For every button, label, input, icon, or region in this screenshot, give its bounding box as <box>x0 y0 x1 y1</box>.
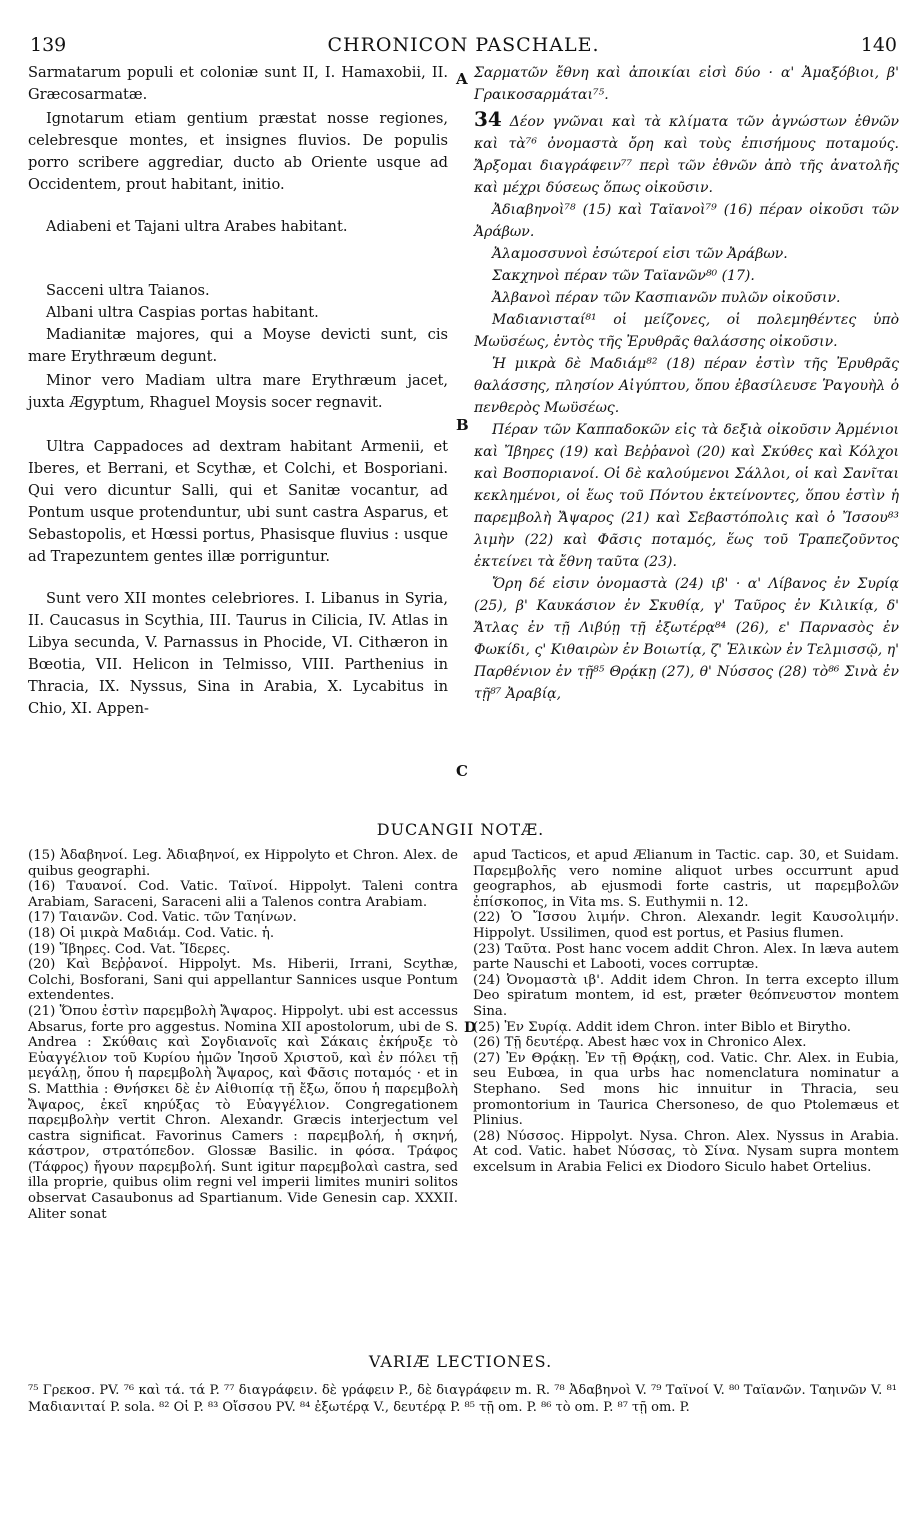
page-number-right: 140 <box>860 34 897 56</box>
main-text <box>28 62 900 790</box>
note-item: (26) Τῇ δευτέρᾳ. Abest hæc vox in Chronico Alex. <box>473 1035 807 1051</box>
note-item: (22) Ὁ Ἴσσου λιμήν. Chron. Alexandr. legit Καυσολιμήν. Hippolyt. Ussilimen, quod est portus, et Pasius flumen. <box>473 910 899 941</box>
note-item: (21) Ὅπου ἐστὶν παρεμβολὴ Ἄψαρος. Hippolyt. ubi est accessus Absarus, forte pro aggestus. Nomina XII apostolorum, ubi de S. Andrea : Σκύθαις καὶ Σογδιανοῖς καὶ Σάκαις ἐκήρυξε τὸ Εὐαγγέλιον τοῦ Κυρίου ἡμῶν Ἰησοῦ Χριστοῦ, καὶ ἐν πόλει τῇ μεγάλῃ, ὅπου ἡ παρεμβολὴ Ἄψαρος, καὶ Φᾶσις ποταμός · et in S. Matthia : Θνήσκει δὲ ἐν Αἰθιοπίᾳ τῇ ἔξω, ὅπου ἡ παρεμβολὴ Ἄψαρος, ἐκεῖ κηρύξας τὸ Εὐαγγέλιον. Congregationem παρεμβολὴν vertit Chron. Alexandr. Græcis interjectum vel castra significat. Favorinus Camers : παρεμβολή, ἡ σκηνή, κάστρον, στρατόπεδον. Glossæ Basilic. in φόσα. Τράφος (Τάφρος) ἤγουν παρεμβολή. Sunt igitur παρεμβολαὶ castra, sed illa proprie, quibus olim regni vel imperii limites muniri solitos observat Casaubonus ad Spartianum. Vide Genesin cap. XXXII. Aliter sonat <box>28 1003 458 1222</box>
note-item: (15) Ἀδαβηνοί. Leg. Ἀδιαβηνοί, ex Hippolyto et Chron. Alex. de quibus geographi. <box>28 848 458 879</box>
greek-column <box>474 62 899 705</box>
greek-paragraph: Σαρματῶν ἔθνη καὶ ἀποικίαι εἰσὶ δύο · α' Ἀμαξόβιοι, β' Γραικοσαρμάται⁷⁵. <box>474 65 899 103</box>
margin-letter-c: C <box>456 762 468 780</box>
section-number: 34 <box>474 107 502 131</box>
latin-column <box>28 62 448 720</box>
greek-paragraph: Ἡ μικρὰ δὲ Μαδιάμ⁸² (18) πέραν ἐστὶν τῆς Ἐρυθρᾶς θαλάσσης, πλησίον Αἰγύπτου, ὅπου ἐβασίλευσε Ῥαγουὴλ ὁ πενθερὸς Μωϋσέως. <box>474 356 899 416</box>
greek-paragraph: Μαδιανισταί⁸¹ οἱ μείζονες, οἱ πολεμηθέντες ὑπὸ Μωϋσέως, ἐντὸς τῆς Ἐρυθρᾶς θαλάσσης οἰκοῦσιν. <box>474 312 899 350</box>
latin-paragraph: Minor vero Madiam ultra mare Erythræum jacet, juxta Ægyptum, Rhaguel Moysis socer regnavit. <box>28 372 448 411</box>
note-item: (18) Οἱ μικρὰ Μαδιάμ. Cod. Vatic. ἡ. <box>28 925 275 941</box>
greek-paragraph: Ἀδιαβηνοὶ⁷⁸ (15) καὶ Ταϊανοὶ⁷⁹ (16) πέραν οἰκοῦσι τῶν Ἀράβων. <box>474 202 899 240</box>
notes-left-column <box>28 848 458 1222</box>
note-item: apud Tacticos, et apud Ælianum in Tactic. cap. 30, et Suidam. Παρεμβολῆς vero nomine aliquot urbes occurrunt apud geographos, ab ejusmodi forte castris, ut παρεμβολῶν ἐπίσκοπος, in Vita ms. S. Euthymii n. 12. <box>473 848 899 910</box>
note-item: (23) Ταῦτα. Post hanc vocem addit Chron. Alex. In læva autem parte Nauschi et Labooti, voces corruptæ. <box>473 941 899 973</box>
running-title: CHRONICON PASCHALE. <box>327 34 600 56</box>
note-item: (25) Ἐν Συρίᾳ. Addit idem Chron. inter Biblo et Birytho. <box>473 1019 852 1035</box>
note-item: (24) Ὀνομαστὰ ιβ'. Addit idem Chron. In terra excepto illum Deo spiratum montem, id est, præter θεόπνευστον montem Sina. <box>473 972 899 1019</box>
latin-paragraph: Ultra Cappadoces ad dextram habitant Armenii, et Iberes, et Berrani, et Scythæ, et Colchi, et Bosporiani. Qui vero dicuntur Salli, qui et Sanitæ vocantur, ad Pontum usque protenduntur, ubi sunt castra Asparus, et Sebastopolis, et Hœssi portus, Phasisque fluvius : usque ad Trapezuntem gentes illæ porriguntur. <box>28 438 448 565</box>
page-number-left: 139 <box>30 34 67 56</box>
greek-paragraph: Ὄρη δέ εἰσιν ὀνομαστὰ (24) ιβ' · α' Λίβανος ἐν Συρίᾳ (25), β' Καυκάσιον ἐν Σκυθίᾳ, γ' Ταῦρος ἐν Κιλικίᾳ, δ' Ἄτλας ἐν τῇ Λιβύῃ τῇ ἐξωτέρᾳ⁸⁴ (26), ε' Παρνασὸς ἐν Φωκίδι, ς' Κιθαιρὼν ἐν Βοιωτίᾳ, ζ' Ἑλικὼν ἐν Τελμισσῷ, η' Παρθένιον ἐν τῇ⁸⁵ Θρᾴκῃ (27), θ' Νύσσος (28) τὸ⁸⁶ Σινὰ ἐν τῇ⁸⁷ Ἀραβίᾳ, <box>474 576 899 702</box>
latin-paragraph: Sarmatarum populi et coloniæ sunt II, I. Hamaxobii, II. Græcosarmatæ. <box>28 64 448 103</box>
variae-heading: VARIÆ LECTIONES. <box>368 1352 553 1371</box>
greek-paragraph: Ἀλαμοσσυνοὶ ἐσώτεροί εἰσι τῶν Ἀράβων. <box>492 246 788 262</box>
note-item: (16) Ταυανοί. Cod. Vatic. Ταϊνοί. Hippolyt. Taleni contra Arabiam, Saraceni, Saraceni alii a Talenos contra Arabiam. <box>28 879 458 910</box>
note-item: (27) Ἐν Θρᾴκῃ. Ἐν τῇ Θρᾴκῃ, cod. Vatic. Chr. Alex. in Eubia, seu Eubœa, in qua urbs hac nomenclatura nominatur a Stephano. Sed mons hic innuitur in Thracia, seu promontorium in Taurica Chersoneso, de quo Ptolemæus et Plinius. <box>473 1050 899 1129</box>
latin-paragraph: Madianitæ majores, qui a Moyse devicti sunt, cis mare Erythræum degunt. <box>28 326 448 365</box>
margin-letter-a: A <box>456 70 468 88</box>
notes-heading: DUCANGII NOTÆ. <box>376 820 545 839</box>
variant-readings: ⁷⁵ Γρεκοσ. PV. ⁷⁶ καὶ τά. τά P. ⁷⁷ διαγράφειν. δὲ γράφειν P., δὲ διαγράφειν m. R. ⁷⁸ Ἀδαβηνοὶ V. ⁷⁹ Ταϊνοί V. ⁸⁰ Ταϊανῶν. Ταηινῶν V. ⁸¹ Μαδιανιταί P. sola. ⁸² Οἱ P. ⁸³ Οἴσσου PV. ⁸⁴ ἐξωτέρᾳ V., δευτέρᾳ P. ⁸⁵ τῇ om. P. ⁸⁶ τὸ om. P. ⁸⁷ τῇ om. P. <box>28 1383 897 1415</box>
note-item: (20) Καὶ Βεῤῥανοί. Hippolyt. Ms. Hiberii, Irrani, Scythæ, Colchi, Bosforani, Sani qui appellantur Sannices usque Pontum extendentes. <box>28 957 458 1004</box>
notes-right-column <box>473 848 899 1175</box>
latin-paragraph: Ignotarum etiam gentium præstat nosse regiones, celebresque montes, et insignes fluvios. De populis porro scribere aggrediar, ducto ab Oriente usque ad Occidentem, prout habitant, initio. <box>28 110 448 193</box>
greek-paragraph: 34 Δέον γνῶναι καὶ τὰ κλίματα τῶν ἀγνώστων ἐθνῶν καὶ τὰ⁷⁶ ὀνομαστὰ ὄρη καὶ τοὺς ἐπισήμους ποταμούς. Ἄρξομαι διαγράφειν⁷⁷ περὶ τῶν ἐθνῶν ἀπὸ τῆς ἀνατολῆς καὶ μέχρι δύσεως ὅπως οἰκοῦσιν. <box>474 107 900 196</box>
note-item: (17) Ταιανῶν. Cod. Vatic. τῶν Ταηίνων. <box>28 910 297 926</box>
latin-paragraph: Sacceni ultra Taianos. <box>46 282 210 299</box>
ducange-notes <box>28 848 897 1318</box>
latin-paragraph: Adiabeni et Tajani ultra Arabes habitant. <box>46 218 348 235</box>
note-item: (28) Νύσσος. Hippolyt. Nysa. Chron. Alex. Nyssus in Arabia. At cod. Vatic. habet Νύσσας, τὸ Σίνα. Nysam supra montem excelsum in Arabia Felici ex Diodoro Siculo habet Ortelius. <box>473 1128 899 1175</box>
variae-lectiones <box>28 1382 897 1416</box>
page-header <box>30 34 897 60</box>
margin-letter-b: B <box>456 416 469 434</box>
greek-paragraph: Πέραν τῶν Καππαδοκῶν εἰς τὰ δεξιὰ οἰκοῦσιν Ἀρμένιοι καὶ Ἴβηρες (19) καὶ Βεῤῥανοὶ (20) καὶ Σκύθες καὶ Κόλχοι καὶ Βοσποριανοί. Οἱ δὲ καλούμενοι Σάλλοι, οἱ καὶ Σανῖται κεκλημένοι, οἱ ἕως τοῦ Πόντου ἐκτείνοντες, ὅπου ἐστὶν ἡ παρεμβολὴ Ἄψαρος (21) καὶ Σεβαστόπολις καὶ ὁ Ἴσσου⁸³ λιμὴν (22) καὶ Φᾶσις ποταμός, ἕως τοῦ Τραπεζοῦντος ἐκτείνει τὰ ἔθνη ταῦτα (23). <box>474 422 899 570</box>
greek-paragraph: Ἀλβανοὶ πέραν τῶν Κασπιανῶν πυλῶν οἰκοῦσιν. <box>492 290 841 306</box>
latin-paragraph: Albani ultra Caspias portas habitant. <box>46 304 319 321</box>
note-item: (19) Ἴβηρες. Cod. Vat. Ἴδερες. <box>28 941 231 957</box>
greek-paragraph: Σακχηνοὶ πέραν τῶν Ταϊανῶν⁸⁰ (17). <box>492 268 755 284</box>
margin-letter-d: D <box>464 1020 477 1036</box>
latin-paragraph: Sunt vero XII montes celebriores. I. Libanus in Syria, II. Caucasus in Scythia, III. Taurus in Cilicia, IV. Atlas in Libya secunda, V. Parnassus in Phocide, VI. Cithæron in Bœotia, VII. Helicon in Telmisso, VIII. Parthenius in Thracia, IX. Nyssus, Sina in Arabia, X. Lycabitus in Chio, XI. Appen- <box>28 590 448 717</box>
